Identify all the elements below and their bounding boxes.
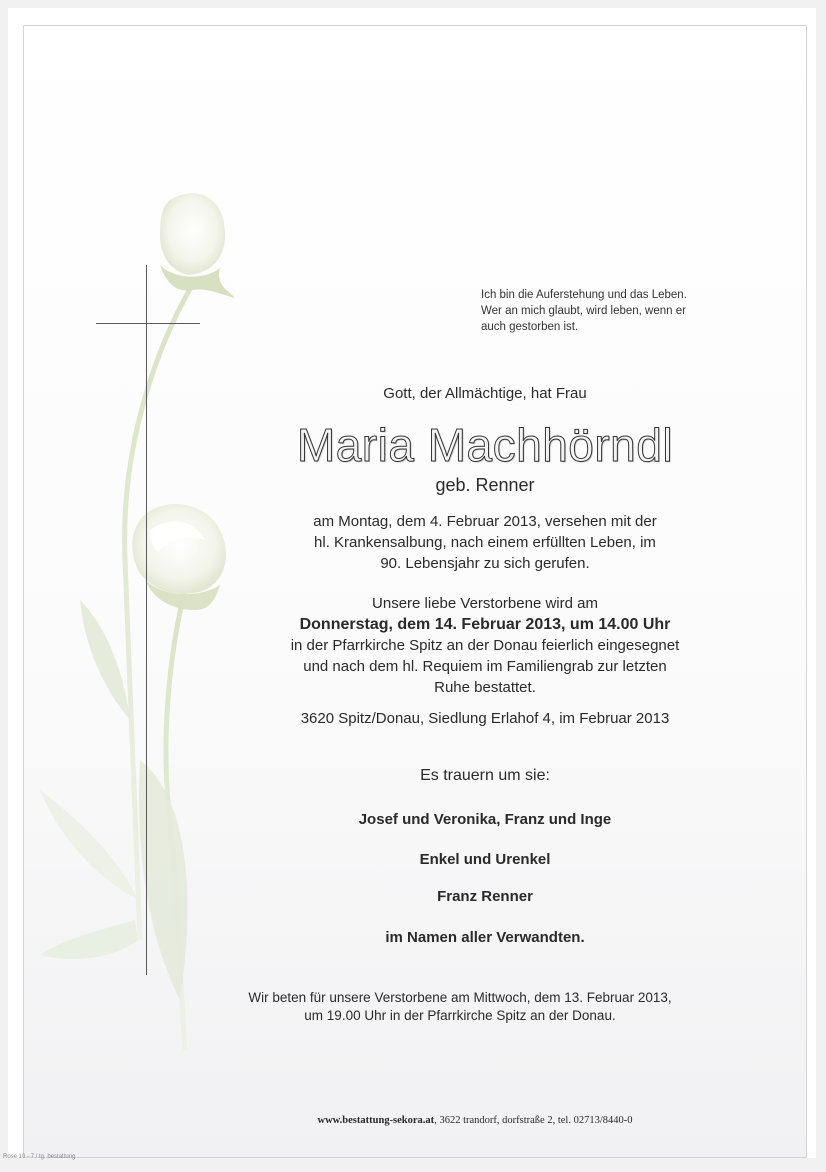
death-notice-line: hl. Krankensalbung, nach einem erfüllten Leben, im bbox=[314, 534, 656, 551]
mourners-heading: Es trauern um sie: bbox=[420, 767, 550, 784]
mourner-name: im Namen aller Verwandten. bbox=[385, 929, 585, 946]
mourner-name: Josef und Veronika, Franz und Inge bbox=[358, 811, 612, 828]
bible-quote bbox=[481, 287, 731, 335]
quote-line: Ich bin die Auferstehung und das Leben. bbox=[481, 289, 687, 301]
prayer-line: um 19.00 Uhr in der Pfarrkirche Spitz an der Donau. bbox=[304, 1008, 616, 1023]
footer-website[interactable]: www.bestattung-sekora.at bbox=[317, 1115, 435, 1126]
place-date: 3620 Spitz/Donau, Siedlung Erlahof 4, im Februar 2013 bbox=[300, 710, 670, 727]
intro-text: Gott, der Allmächtige, hat Frau bbox=[383, 385, 587, 402]
prayer-notice bbox=[200, 989, 720, 1025]
funeral-notice bbox=[235, 593, 735, 698]
funeral-line: Unsere liebe Verstorbene wird am bbox=[372, 595, 598, 612]
footer bbox=[250, 1115, 700, 1126]
mourner-name: Enkel und Urenkel bbox=[419, 851, 551, 868]
white-rose-illustration bbox=[20, 180, 250, 1060]
death-notice bbox=[235, 511, 735, 574]
death-notice-line: 90. Lebensjahr zu sich gerufen. bbox=[380, 555, 590, 572]
print-code: Rose 10 - 7 / tg. bestattung bbox=[3, 1154, 76, 1160]
cross-icon-bar bbox=[96, 323, 200, 324]
birth-name: geb. Renner bbox=[435, 475, 535, 495]
deceased-name: Maria Machhörndl bbox=[296, 419, 674, 471]
quote-line: Wer an mich glaubt, wird leben, wenn er bbox=[481, 305, 686, 317]
funeral-line: und nach dem hl. Requiem im Familiengrab zur letzten bbox=[303, 658, 667, 675]
quote-line: auch gestorben ist. bbox=[481, 321, 579, 333]
cross-icon bbox=[146, 265, 147, 975]
death-notice-line: am Montag, dem 4. Februar 2013, versehen mit der bbox=[313, 513, 657, 530]
funeral-line: Ruhe bestattet. bbox=[434, 679, 536, 696]
funeral-line: in der Pfarrkirche Spitz an der Donau feierlich eingesegnet bbox=[290, 637, 680, 654]
footer-address: , 3622 trandorf, dorfstraße 2, tel. 02713/8440-0 bbox=[434, 1115, 633, 1126]
mourner-name: Franz Renner bbox=[437, 888, 533, 905]
funeral-date: Donnerstag, dem 14. Februar 2013, um 14.00 Uhr bbox=[299, 616, 671, 633]
prayer-line: Wir beten für unsere Verstorbene am Mittwoch, dem 13. Februar 2013, bbox=[248, 990, 672, 1005]
